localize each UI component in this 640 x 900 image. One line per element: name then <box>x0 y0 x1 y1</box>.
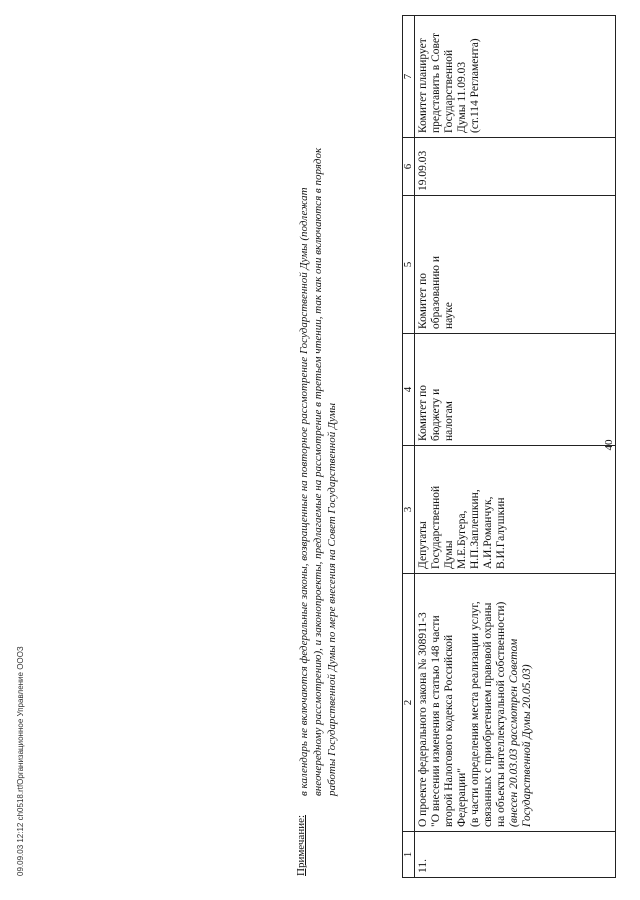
committee-line: Комитет по <box>417 385 429 441</box>
footnote-text <box>297 36 339 796</box>
committee-line: науке <box>443 302 455 329</box>
bill-title-line: (в части определения места реализации услуг, <box>469 601 481 827</box>
authors-cell <box>415 446 616 574</box>
bill-title-line: второй Налогового кодекса Российской <box>443 634 455 827</box>
bill-title-line: "О внесении изменения в статью 148 части <box>430 615 442 827</box>
bill-title-line: связанных с приобретением правовой охраны <box>482 602 494 827</box>
bill-title-line: О проекте федерального закона № 308911-3 <box>417 612 429 827</box>
author-line: Государственной <box>430 485 442 569</box>
column-number: 4 <box>403 334 415 446</box>
table-row <box>415 16 616 878</box>
footnote-label: Примечание: <box>295 814 307 876</box>
responsible-committee-cell <box>415 334 616 446</box>
committee-line: бюджету и <box>430 388 442 441</box>
date-cell: 19.09.03 <box>415 138 616 196</box>
page-number: 40 <box>603 439 615 451</box>
print-footer: 09.09.03 12:12 ch0518.rtfОрганизационное Управление ОООЗ <box>16 646 25 876</box>
column-number: 6 <box>403 138 415 196</box>
committee-line: образованию и <box>430 256 442 329</box>
remark-line: Государственной <box>443 49 455 133</box>
committee-line: Комитет по <box>417 273 429 329</box>
bill-title-cell <box>415 574 616 832</box>
column-number: 5 <box>403 196 415 334</box>
author-line: Думы <box>443 540 455 569</box>
footnote-line: в календарь не включаются федеральные законы, возвращенные на повторное рассмотрение Государственной Думы (подлежат <box>298 187 310 796</box>
column-number: 2 <box>403 574 415 832</box>
remark-line: Думы 11.09.03 <box>456 61 468 133</box>
table-header-row <box>403 16 415 878</box>
footnote-line: внеочередному рассмотрению), и законопроекты, предлагаемые на рассмотрение в третьем чтении, так как они включаются в порядок <box>312 147 324 796</box>
remark-cell <box>415 16 616 138</box>
bill-status-note: Государственной Думы 20.05.03) <box>521 664 533 827</box>
row-number: 11. <box>415 832 616 878</box>
author-line: Н.П.Заплешкин, <box>469 489 481 569</box>
remark-line: Комитет планирует <box>417 38 429 133</box>
bill-title-line: на объекты интеллектуальной собственности) <box>495 601 507 827</box>
committee-line: налогам <box>443 401 455 441</box>
bill-table <box>402 15 616 878</box>
coexecutor-committee-cell <box>415 196 616 334</box>
author-line: Депутаты <box>417 521 429 569</box>
bill-title-line: Федерации" <box>456 767 468 827</box>
author-line: А.И.Романчук, <box>482 496 494 569</box>
column-number: 7 <box>403 16 415 138</box>
column-number: 1 <box>403 832 415 878</box>
author-line: М.Е.Бугера, <box>456 510 468 569</box>
remark-line: (ст.114 Регламента) <box>469 38 481 133</box>
column-number: 3 <box>403 446 415 574</box>
bill-status-note: (внесен 20.03.03 рассмотрен Советом <box>508 638 520 827</box>
author-line: В.И.Галушкин <box>495 497 507 569</box>
footnote-line: работы Государственной Думы по мере внесения на Совет Государственной Думы <box>326 402 338 796</box>
remark-line: представить в Совет <box>430 32 442 133</box>
